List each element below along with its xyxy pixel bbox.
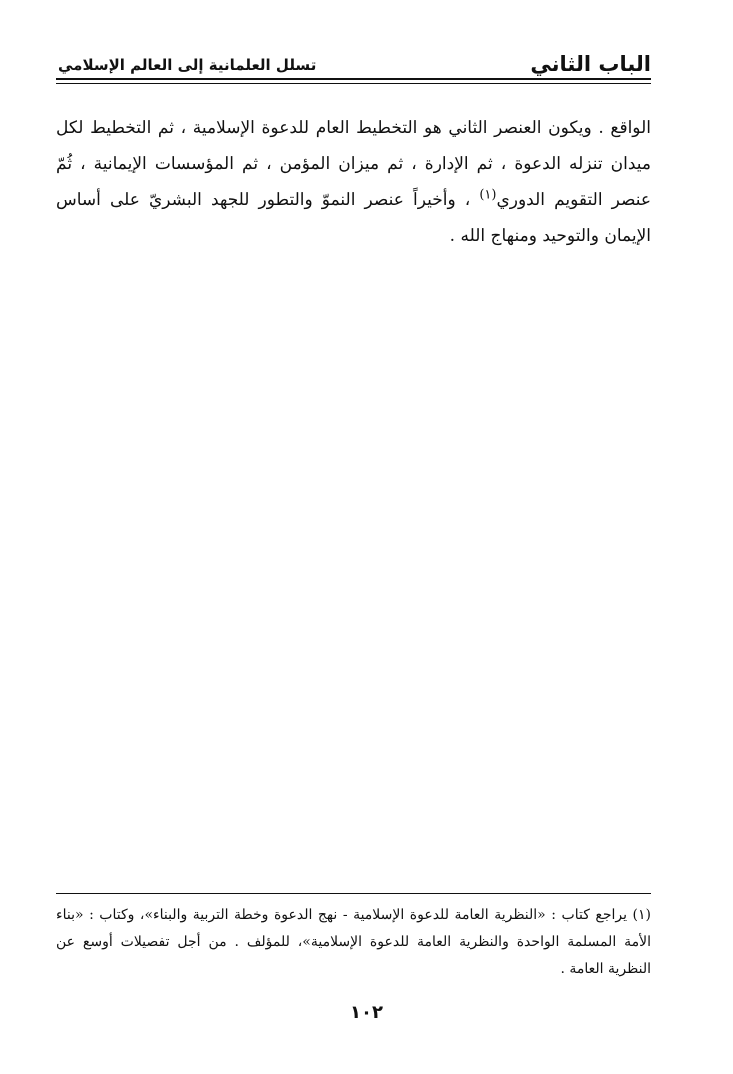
header-rule-thin [56,83,651,84]
chapter-title: الباب الثاني [530,52,651,76]
page-number: ١٠٢ [350,1002,383,1023]
footnote: (١) يراجع كتاب : «النظرية العامة للدعوة الإسلامية - نهج الدعوة وخطة التربية والبناء»، وكتاب : «بناء الأمة المسلمة الواحدة والنظرية العامة للدعوة الإسلامية»، للمؤلف . من أجل تفصيلات أوسع عن النظرية العامة . [56,907,651,977]
running-header [58,46,651,78]
paragraph-end: ، وأخيراً عنصر النموّ والتطور للجهد البشريّ على أساس الإيمان والتوحيد ومنهاج الله . [56,190,651,246]
header-rule [56,78,651,80]
footnote-marker: (١) [479,187,497,203]
paragraph-start: الواقع . ويكون العنصر الثاني هو التخطيط العام للدعوة الإسلامية ، ثم التخطيط لكل ميدان تنزله الدعوة ، ثم الإدارة ، ثم ميزان المؤمن ، ثم المؤسسات الإيمانية ، ثُمّ عنصر التقويم الدوري [56,118,652,210]
book-title: تسلل العلمانية إلى العالم الإسلامي [58,56,317,74]
body-paragraph [56,110,651,254]
footnote-rule [56,893,651,894]
